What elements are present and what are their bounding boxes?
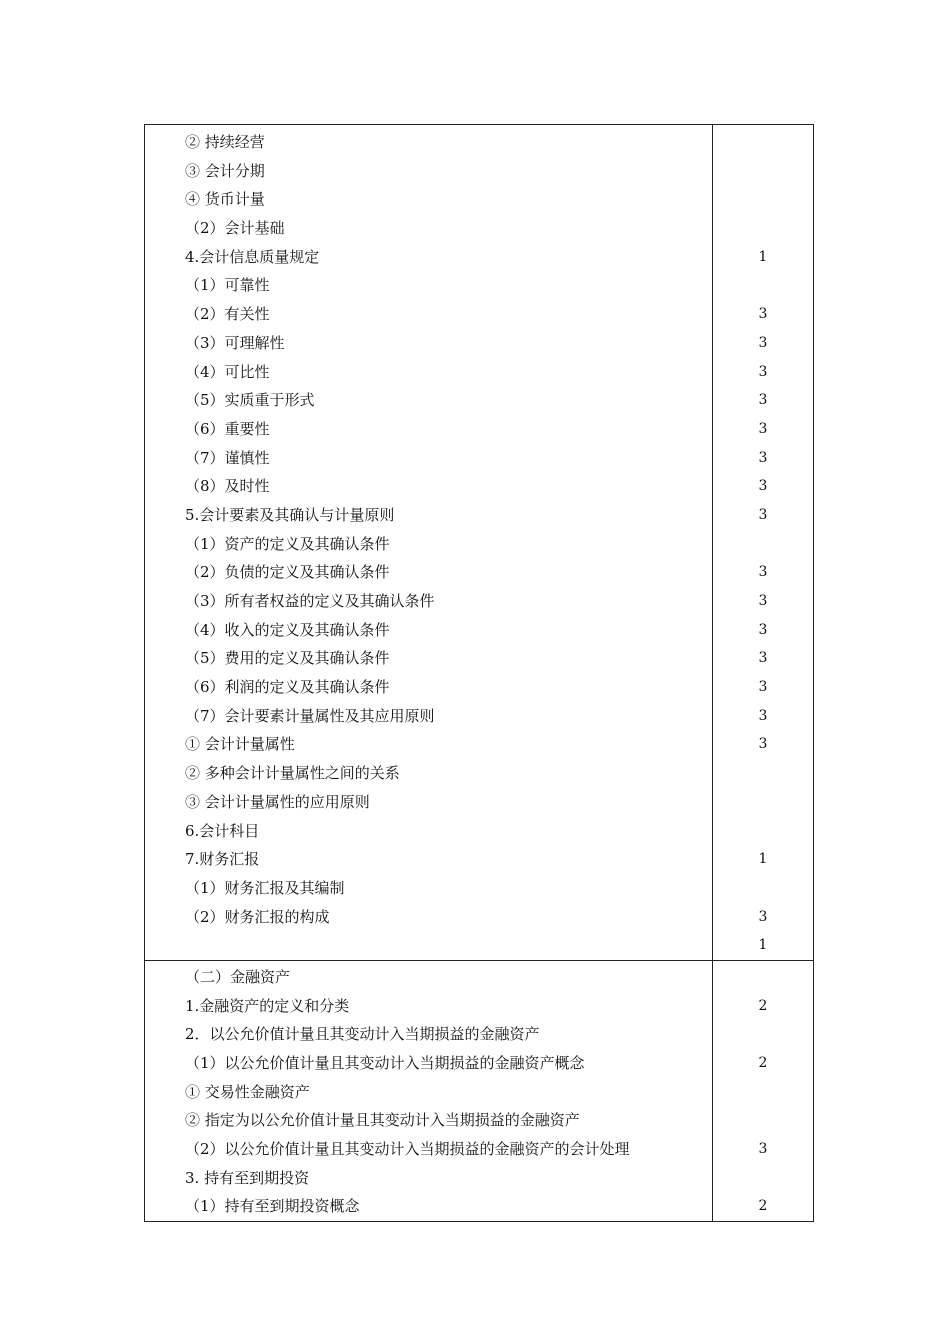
topic-row: 6.会计科目	[185, 821, 260, 840]
level-cell	[713, 1164, 813, 1193]
level-cell	[713, 185, 813, 214]
topic-row: 2．以公允价值计量且其变动计入当期损益的金融资产	[185, 1025, 540, 1044]
level-cell	[713, 128, 813, 157]
topic-row: （3）可理解性	[185, 333, 285, 352]
topic-row: （7）谨慎性	[185, 448, 270, 467]
topic-row: （2）负债的定义及其确认条件	[185, 563, 390, 582]
topic-row: ① 会计计量属性	[185, 735, 295, 754]
topic-row: （5）实质重于形式	[185, 391, 315, 410]
level-cell: 3	[758, 564, 768, 581]
level-column	[713, 125, 813, 960]
topic-row: ② 多种会计计量属性之间的关系	[185, 764, 400, 783]
topic-column	[145, 125, 713, 960]
table-section-2	[145, 960, 813, 1221]
topic-row: （1）财务汇报及其编制	[185, 878, 345, 897]
level-cell: 3	[758, 593, 768, 609]
topic-row: （1）持有至到期投资概念	[185, 1197, 360, 1216]
level-cell	[713, 874, 813, 903]
level-cell: 3	[758, 306, 768, 323]
level-cell	[713, 1106, 813, 1135]
level-cell	[713, 157, 813, 186]
level-cell	[713, 817, 813, 846]
level-cell	[713, 963, 813, 992]
topic-row: ③ 会计计量属性的应用原则	[185, 792, 370, 811]
topic-column	[145, 961, 713, 1221]
topic-row: （1）资产的定义及其确认条件	[185, 534, 390, 553]
level-cell: 1	[758, 851, 768, 868]
topic-row: （2）财务汇报的构成	[185, 907, 330, 926]
syllabus-table	[144, 124, 814, 1222]
topic-row: ① 交易性金融资产	[185, 1082, 310, 1101]
topic-row: （2）以公允价值计量且其变动计入当期损益的金融资产的会计处理	[185, 1140, 630, 1159]
level-cell: 3	[758, 1141, 768, 1158]
level-cell	[713, 530, 813, 559]
topic-row: ② 指定为以公允价值计量且其变动计入当期损益的金融资产	[185, 1111, 580, 1130]
table-section-1	[145, 125, 813, 960]
level-cell: 3	[758, 334, 768, 351]
level-cell	[713, 214, 813, 243]
topic-row: 1.金融资产的定义和分类	[185, 996, 350, 1015]
level-cell: 3	[758, 506, 768, 523]
topic-row: （二）金融资产	[185, 967, 291, 986]
topic-row: （4）收入的定义及其确认条件	[185, 620, 390, 639]
topic-row: （4）可比性	[185, 362, 270, 381]
topic-row: （1）可靠性	[185, 276, 270, 295]
level-cell	[713, 788, 813, 817]
topic-row: （2）有关性	[185, 305, 270, 324]
topic-row: （6）利润的定义及其确认条件	[185, 678, 390, 697]
level-cell: 3	[758, 478, 768, 495]
level-cell	[713, 271, 813, 300]
level-cell: 3	[758, 679, 768, 696]
level-cell	[713, 759, 813, 788]
level-cell: 2	[758, 1198, 768, 1215]
level-cell: 3	[758, 392, 768, 409]
level-cell: 3	[758, 420, 768, 437]
level-cell: 3	[758, 707, 768, 724]
level-cell: 3	[758, 650, 768, 667]
topic-row: （2）会计基础	[185, 219, 285, 238]
level-cell: 3	[758, 736, 768, 753]
level-cell: 3	[758, 363, 768, 380]
topic-row: （1）以公允价值计量且其变动计入当期损益的金融资产概念	[185, 1054, 585, 1072]
topic-row: （5）费用的定义及其确认条件	[185, 649, 390, 668]
topic-row: （8）及时性	[185, 477, 270, 496]
level-cell: 1	[758, 248, 768, 265]
topic-row: ③ 会计分期	[185, 161, 265, 180]
level-cell: 1	[758, 937, 768, 954]
topic-row: 4.会计信息质量规定	[185, 247, 320, 266]
level-cell	[713, 1078, 813, 1107]
level-cell	[713, 1020, 813, 1049]
topic-row: 7.财务汇报	[185, 850, 260, 869]
level-cell: 2	[758, 997, 768, 1014]
topic-row: （7）会计要素计量属性及其应用原则	[185, 706, 435, 725]
topic-row: ② 持续经营	[185, 133, 265, 151]
level-cell: 3	[758, 908, 768, 925]
topic-row: 3. 持有至到期投资	[185, 1168, 310, 1187]
topic-row	[145, 931, 712, 960]
topic-row: （3）所有者权益的定义及其确认条件	[185, 592, 435, 610]
topic-row: 5.会计要素及其确认与计量原则	[185, 505, 395, 524]
level-cell: 2	[758, 1055, 768, 1071]
level-cell: 3	[758, 621, 768, 638]
level-cell: 3	[758, 449, 768, 466]
level-column	[713, 961, 813, 1221]
topic-row: ④ 货币计量	[185, 190, 265, 209]
topic-row: （6）重要性	[185, 419, 270, 438]
